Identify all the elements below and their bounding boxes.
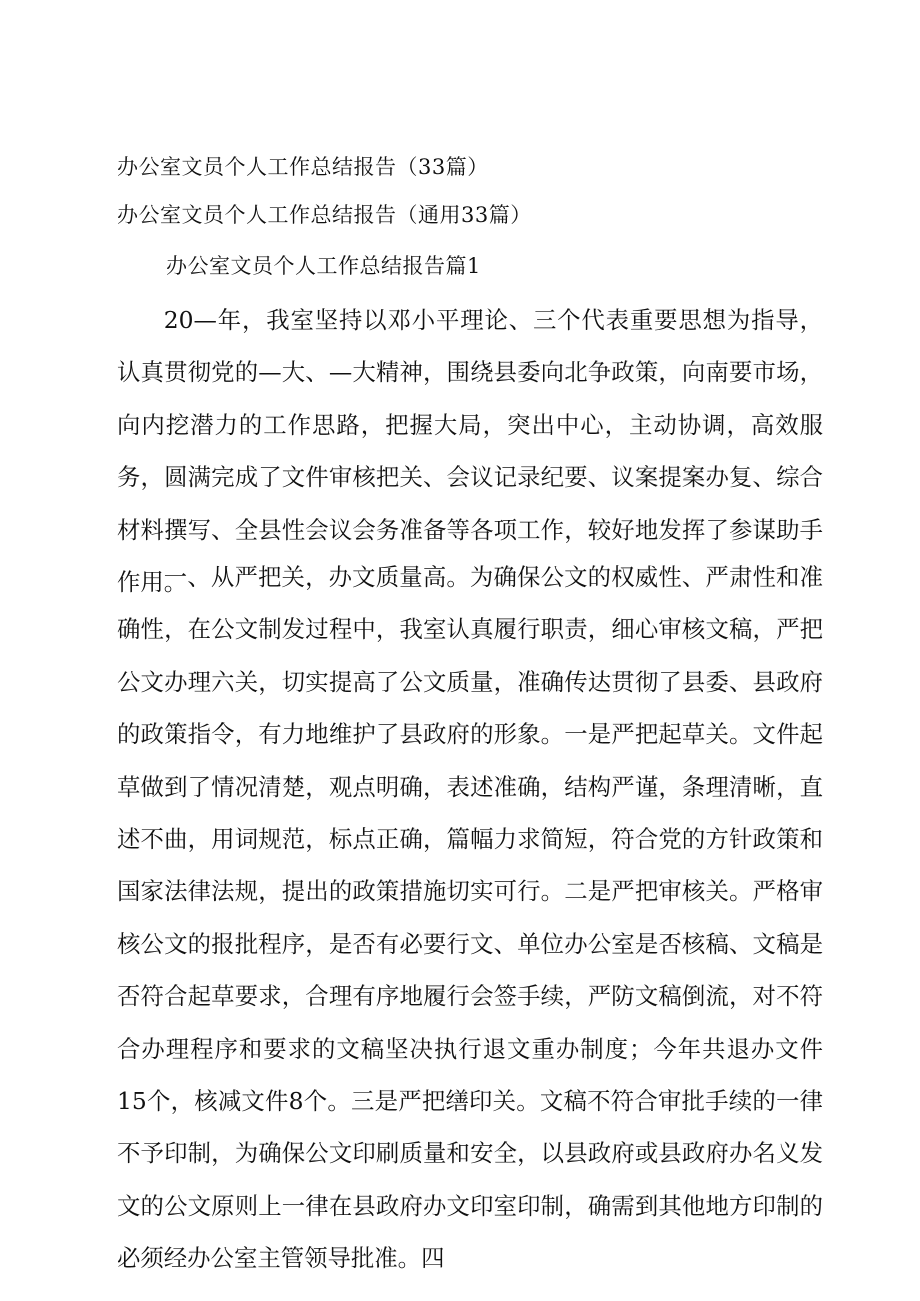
document-title: 办公室文员个人工作总结报告（33篇） xyxy=(117,155,489,179)
document-subtitle: 办公室文员个人工作总结报告（通用33篇） xyxy=(117,203,532,227)
paragraph-intro: 20—年，我室坚持以邓小平理论、三个代表重要思想为指导，认真贯彻党的—大、—大精神，围绕县委向北争政策，向南要市场，向内挖潜力的工作思路，把握大局，突出中心，主动协调，高效服务，圆满完成了文件审核把关、会议记录纪要、议案提案办复、综合材料撰写、全县性会议会务准备等各项工作，较好地发挥了参谋助手作用。 xyxy=(117,306,823,597)
section-heading: 办公室文员个人工作总结报告篇1 xyxy=(166,254,481,278)
paragraph-section-one: 一、从严把关，办文质量高。为确保公文的权威性、严肃性和准确性，在公文制发过程中，我室认真履行职责，细心审核文稿，严把公文办理六关，切实提高了公文质量，准确传达贯彻了县委、县政府的政策指令，有力地维护了县政府的形象。一是严把起草关。文件起草做到了情况清楚，观点明确，表述准确，结构严谨，条理清晰，直述不曲，用词规范，标点正确，篇幅力求简短，符合党的方针政策和国家法律法规，提出的政策措施切实可行。二是严把审核关。严格审核公文的报批程序，是否有必要行文、单位办公室是否核稿、文稿是否符合起草要求，合理有序地履行会签手续，严防文稿倒流，对不符合办理程序和要求的文稿坚决执行退文重办制度；今年共退办文件15个，核减文件8个。三是严把缮印关。文稿不符合审批手续的一律不予印制，为确保公文印刷质量和安全，以县政府或县政府办名义发文的公文原则上一律在县政府办文印室印制，确需到其他地方印制的必须经办公室主管领导批准。四 xyxy=(117,563,823,1273)
